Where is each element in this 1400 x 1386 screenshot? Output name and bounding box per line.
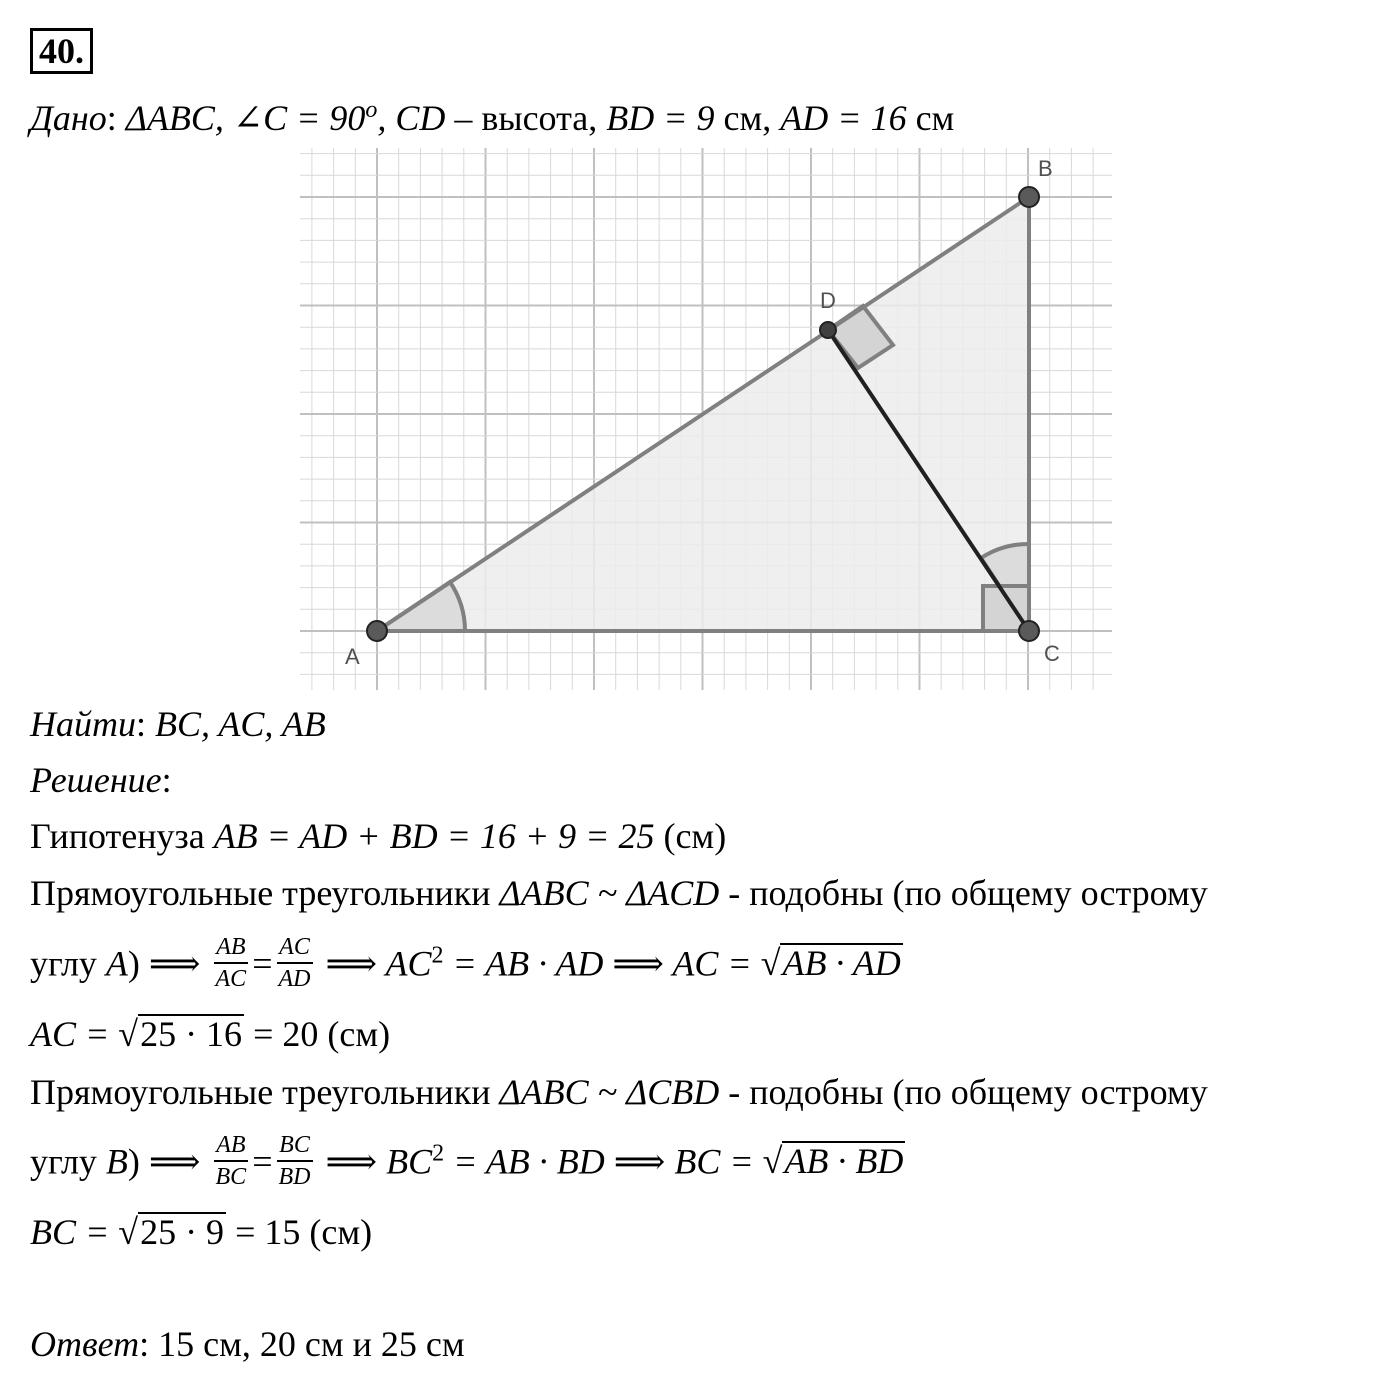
find-label: Найти xyxy=(30,704,136,744)
given-unit-1: см, xyxy=(714,98,781,138)
step3-arrow: ⟹ xyxy=(139,943,210,984)
step-similar-cbd xyxy=(30,1070,1208,1114)
given-degree: o xyxy=(365,97,378,123)
label-a: A xyxy=(345,644,360,669)
step6-close: ) xyxy=(127,1141,140,1182)
step1-text: Гипотенуза xyxy=(30,816,214,856)
step6-angle: B xyxy=(105,1141,128,1182)
label-d: D xyxy=(820,288,836,313)
step3-eq: = xyxy=(252,943,273,984)
step6-fraction-2: $\frac{BC}{BD}$ xyxy=(278,1132,311,1190)
step4-lhs: AC = xyxy=(30,1014,119,1054)
step3-rest-2: = AB · AD ⟹ AC = xyxy=(443,943,761,984)
point-c xyxy=(1019,621,1039,641)
point-b xyxy=(1019,187,1039,207)
step6-rest-2: = AB · BD ⟹ BC = xyxy=(444,1141,763,1182)
step4-unit: (см) xyxy=(318,1014,391,1054)
step3-close: ) xyxy=(127,943,140,984)
given-cd-desc: – высота, xyxy=(445,98,607,138)
step2-text: Прямоугольные треугольники xyxy=(30,873,500,913)
step5-text: Прямоугольные треугольники xyxy=(30,1072,500,1112)
step4-sqrt: √25 · 16 xyxy=(118,1014,243,1054)
given-ad: AD = 16 xyxy=(780,98,907,138)
step7-sqrt: √25 · 9 xyxy=(118,1212,225,1252)
find-line xyxy=(30,702,326,746)
step6-eq: = xyxy=(252,1141,273,1182)
step3-rest-1: ⟹ AC xyxy=(316,943,432,984)
given-bd: BD = 9 xyxy=(606,98,715,138)
step5-expr: ΔABC ~ ΔCBD xyxy=(499,1072,720,1112)
step7-lhs: BC = xyxy=(30,1212,119,1252)
step5-tail: - подобны (по общему острому xyxy=(719,1072,1208,1112)
step-similar-acd xyxy=(30,871,1208,915)
given-sep: : xyxy=(106,98,126,138)
step6-square: 2 xyxy=(432,1140,445,1167)
step1-unit: (см) xyxy=(654,816,727,856)
answer-label: Ответ xyxy=(30,1324,140,1364)
step2-expr: ΔABC ~ ΔACD xyxy=(499,873,720,913)
step7-rhs: = 15 xyxy=(226,1212,301,1252)
step3-angle: A xyxy=(105,943,128,984)
step-ac-formula xyxy=(30,934,903,996)
given-line xyxy=(30,96,954,140)
answer-text: 15 см, 20 см и 25 см xyxy=(158,1324,465,1364)
step6-fraction-1: $\frac{AB}{BC}$ xyxy=(215,1132,247,1190)
step3-text: углу xyxy=(30,943,106,984)
solution-label: Решение xyxy=(30,760,162,800)
step6-sqrt: √AB · BD xyxy=(762,1141,904,1182)
answer-line xyxy=(30,1322,465,1366)
solution-line xyxy=(30,758,172,802)
answer-sep: : xyxy=(139,1324,159,1364)
given-cd: , CD xyxy=(377,98,446,138)
solution-sep: : xyxy=(161,760,172,800)
step-bc-value xyxy=(30,1210,372,1254)
step6-text: углу xyxy=(30,1141,106,1182)
find-expr: BC, AC, AB xyxy=(155,704,326,744)
step4-rhs: = 20 xyxy=(244,1014,319,1054)
triangle-figure xyxy=(290,140,1120,695)
step6-rest-1: ⟹ BC xyxy=(316,1141,433,1182)
step-hypotenuse xyxy=(30,814,726,858)
label-b: B xyxy=(1038,156,1053,181)
given-unit-2: см xyxy=(906,98,955,138)
given-label: Дано xyxy=(30,98,107,138)
step2-tail: - подобны (по общему острому xyxy=(719,873,1208,913)
given-triangle: ΔABC, ∠C = 90 xyxy=(125,98,366,138)
step3-square: 2 xyxy=(431,942,444,969)
step3-sqrt: √AB · AD xyxy=(760,943,901,984)
point-a xyxy=(367,621,387,641)
step7-unit: (см) xyxy=(300,1212,373,1252)
step-bc-formula xyxy=(30,1132,905,1194)
step6-arrow: ⟹ xyxy=(139,1141,210,1182)
step-ac-value xyxy=(30,1012,390,1056)
step3-fraction-1: $\frac{AB}{AC}$ xyxy=(215,934,247,992)
find-sep: : xyxy=(136,704,156,744)
step1-expr: AB = AD + BD = 16 + 9 = 25 xyxy=(213,816,655,856)
label-c: C xyxy=(1044,641,1060,666)
step3-fraction-2: $\frac{AC}{AD}$ xyxy=(278,934,311,992)
point-d xyxy=(820,322,836,338)
problem-number: 40. xyxy=(30,28,93,74)
